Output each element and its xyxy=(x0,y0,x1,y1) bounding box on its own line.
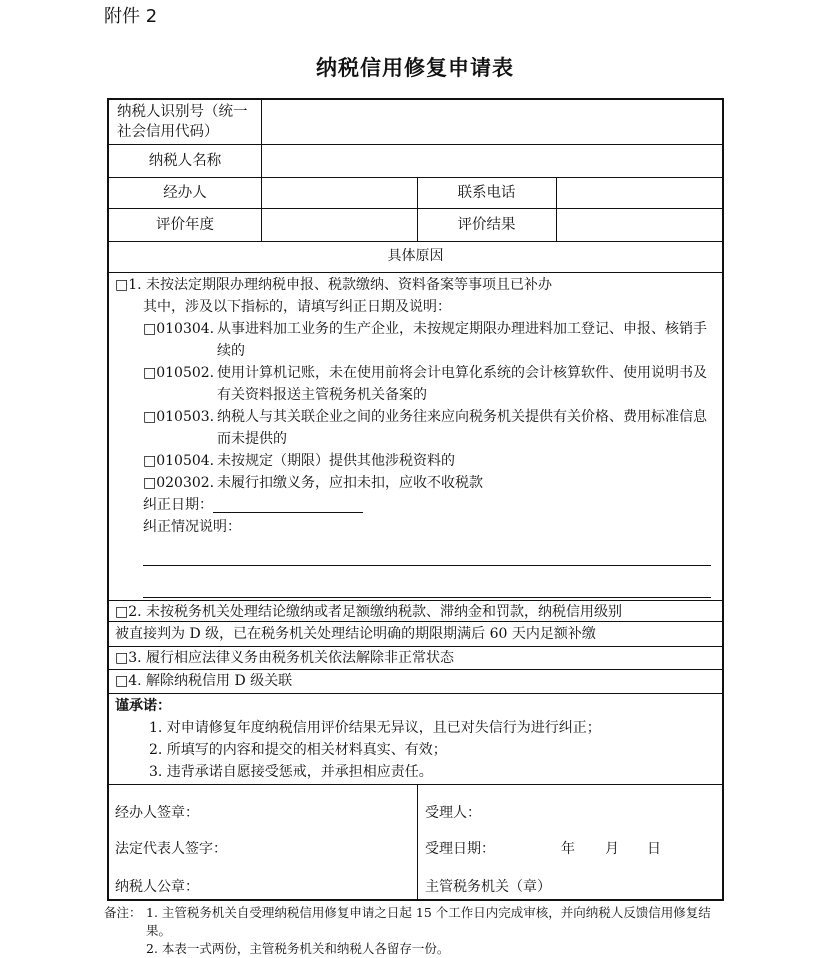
taxpayer-name-label: 纳税人名称 xyxy=(148,153,222,169)
taxpayer-seal-label: 纳税人公章： xyxy=(115,879,199,895)
eval-year-field[interactable] xyxy=(262,209,417,241)
phone-field[interactable] xyxy=(557,178,722,208)
commitment-line: 2. 所填写的内容和提交的相关材料真实、有效； xyxy=(149,742,447,758)
row-divider xyxy=(109,241,722,242)
indicator-text: 未按规定（期限）提供其他涉税资料的 xyxy=(217,453,455,469)
commitment-line: 1. 对申请修复年度纳税信用评价结果无异议，且已对失信行为进行纠正； xyxy=(149,720,601,736)
note-item xyxy=(104,940,724,958)
handler-field[interactable] xyxy=(262,178,417,208)
year-label: 年 xyxy=(561,841,575,857)
indicator-code[interactable]: □010504. xyxy=(143,453,215,469)
handler-label: 经办人 xyxy=(163,185,207,201)
indicator-text: 未履行扣缴义务，应扣未扣，应收不收税款 xyxy=(217,475,483,491)
notes-prefix: 备注： xyxy=(104,905,142,920)
reason-item-1[interactable]: □1. 未按法定期限办理纳税申报、税款缴纳、资料备案等事项且已补办 xyxy=(115,277,553,293)
row-divider xyxy=(109,693,722,694)
indicator-text: 纳税人与其关联企业之间的业务往来应向税务机关提供有关价格、费用标准信息而未提供的 xyxy=(217,409,707,447)
taxpayer-id-label: 纳税人识别号（统一社会信用代码） xyxy=(117,104,248,140)
reason-item-3[interactable]: □3. 履行相应法律义务由税务机关依法解除非正常状态 xyxy=(115,650,455,666)
taxpayer-name-field[interactable] xyxy=(262,145,722,177)
commitment-header: 谨承诺： xyxy=(115,698,171,714)
taxpayer-id-field[interactable] xyxy=(262,100,722,144)
legal-rep-sign-label: 法定代表人签字： xyxy=(115,841,227,857)
phone-label: 联系电话 xyxy=(457,185,516,201)
correction-date-field[interactable] xyxy=(213,512,363,513)
correction-desc-line[interactable] xyxy=(143,565,711,566)
correction-desc-label: 纠正情况说明： xyxy=(143,519,241,535)
reason-item-2[interactable]: □2. 未按税务机关处理结论缴纳或者足额缴纳税款、滞纳金和罚款，纳税信用级别 xyxy=(115,604,623,620)
receiver-label: 受理人： xyxy=(425,805,481,821)
indicator-text: 使用计算机记账，未在使用前将会计电算化系统的会计核算软件、使用说明书及有关资料报送主管税务机关备案的 xyxy=(217,365,707,403)
row-divider xyxy=(109,784,722,785)
reason-item-1-sub: 其中，涉及以下指标的，请填写纠正日期及说明： xyxy=(143,299,451,315)
indicator-code[interactable]: □020302. xyxy=(143,475,215,491)
note-text: 2. 本表一式两份，主管税务机关和纳税人各留存一份。 xyxy=(146,941,450,956)
day-label: 日 xyxy=(647,841,661,857)
attachment-label: 附件 2 xyxy=(104,6,158,27)
receive-date-label: 受理日期： xyxy=(425,841,495,857)
correction-desc-line[interactable] xyxy=(143,597,711,598)
indicator-code[interactable]: □010503. xyxy=(143,409,215,425)
indicator-text: 从事进料加工业务的生产企业，未按规定期限办理进料加工登记、申报、核销手续的 xyxy=(217,321,707,359)
application-form xyxy=(107,98,724,901)
eval-result-label: 评价结果 xyxy=(457,217,516,233)
col-divider xyxy=(417,784,418,901)
handler-sign-label: 经办人签章： xyxy=(115,805,199,821)
eval-result-field[interactable] xyxy=(557,209,722,241)
notes xyxy=(104,904,724,958)
reasons-header: 具体原因 xyxy=(387,248,444,264)
reason-item-4[interactable]: □4. 解除纳税信用 D 级关联 xyxy=(115,673,293,689)
reason-item-2-cont: 被直接判为 D 级，已在税务机关处理结论明确的期限期满后 60 天内足额补缴 xyxy=(115,626,596,642)
note-item xyxy=(104,904,724,940)
indicator-code[interactable]: □010502. xyxy=(143,365,215,381)
month-label: 月 xyxy=(605,841,619,857)
correction-date-label: 纠正日期： xyxy=(143,497,213,513)
commitment-line: 3. 违背承诺自愿接受惩戒，并承担相应责任。 xyxy=(149,764,433,780)
tax-authority-seal-label: 主管税务机关（章） xyxy=(425,879,551,895)
eval-year-label: 评价年度 xyxy=(156,217,214,233)
note-text: 1. 主管税务机关自受理纳税信用修复申请之日起 15 个工作日内完成审核，并向纳税人反馈信用修复结果。 xyxy=(146,905,711,938)
indicator-code[interactable]: □010304. xyxy=(143,321,215,337)
row-divider xyxy=(109,272,722,273)
page-title: 纳税信用修复申请表 xyxy=(316,56,514,80)
